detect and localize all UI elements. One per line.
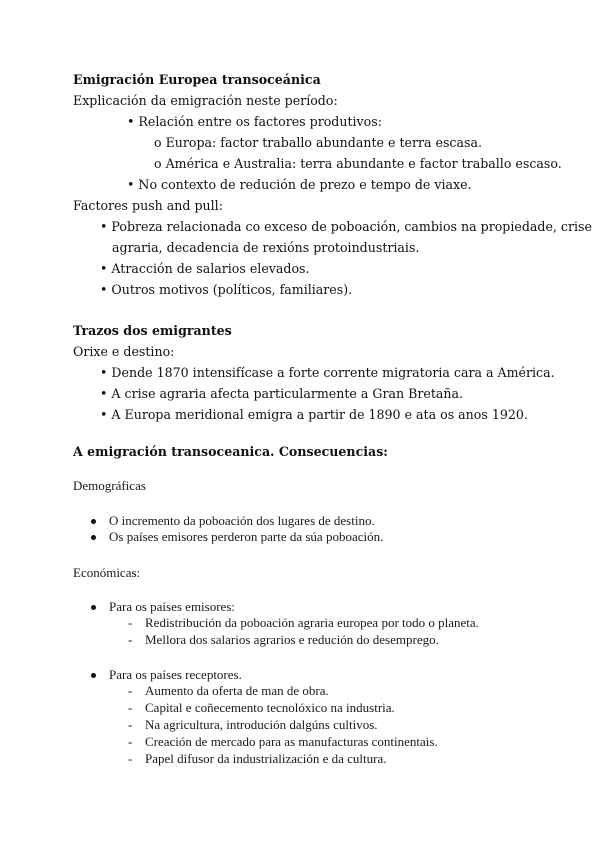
receivers-item-2: Capital e coñecemento tecnolóxico na industria. [145,700,395,715]
emitters-label: Para os países emisores: [109,599,236,614]
receivers-item-4: Creación de mercado para as manufacturas continentais. [145,734,438,749]
dash-marker: - [128,683,133,698]
receivers-item-3: Na agricultura, introdución dalgúns cultivos. [145,717,378,732]
demographic-item-1: O incremento da poboación dos lugares de destino. [109,513,375,528]
section-title-traits: Trazos dos emigrantes [73,323,232,338]
push-item-2: • Atracción de salarios elevados. [100,261,310,276]
dash-marker: - [128,734,133,749]
push-item-1: • Pobreza relacionada co exceso de poboación, cambios na propiedade, crise [100,219,592,234]
bullet-dot [91,605,96,610]
economic-label: Económicas: [73,565,141,580]
bullet-dot [91,673,96,678]
sub-item-america: o América e Australia: terra abundante e factor traballo escaso. [154,156,562,171]
explication-label: Explicación da emigración neste período: [73,93,338,108]
receivers-item-1: Aumento da oferta de man de obra. [145,683,329,698]
origin-item-3: • A Europa meridional emigra a partir de 1890 e ata os anos 1920. [100,407,528,422]
sub-item-europa: o Europa: factor traballo abundante e terra escasa. [154,135,482,150]
emitters-item-1: Redistribución da poboación agraria europea por todo o planeta. [145,615,479,630]
bullet-context: • No contexto de redución de prezo e tempo de viaxe. [127,177,472,192]
demographic-item-2: Os países emisores perderon parte da súa poboación. [109,529,384,544]
bullet-dot [91,535,96,540]
dash-marker: - [128,615,133,630]
section-title-emigration: Emigración Europea transoceánica [73,72,321,87]
emitters-item-2: Mellora dos salarios agrarios e redución do desemprego. [145,632,439,647]
receivers-label: Para os países receptores. [109,667,242,682]
bullet-dot [91,519,96,524]
origin-item-2: • A crise agraria afecta particularmente a Gran Bretaña. [100,386,464,401]
receivers-item-5: Papel difusor da industrialización e da cultura. [145,751,387,766]
dash-marker: - [128,751,133,766]
bullet-factors: • Relación entre os factores produtivos: [127,114,382,129]
demographic-label: Demográficas [73,478,146,493]
push-item-3: • Outros motivos (políticos, familiares). [100,282,353,297]
dash-marker: - [128,717,133,732]
push-item-1-continuation: agraria, decadencia de rexións protoindustriais. [112,240,420,255]
origin-label: Orixe e destino: [73,344,175,359]
dash-marker: - [128,632,133,647]
origin-item-1: • Dende 1870 intensifícase a forte corrente migratoria cara a América. [100,365,555,380]
dash-marker: - [128,700,133,715]
push-pull-label: Factores push and pull: [73,198,223,213]
section-title-consequences: A emigración transoceanica. Consecuencias: [73,444,388,459]
